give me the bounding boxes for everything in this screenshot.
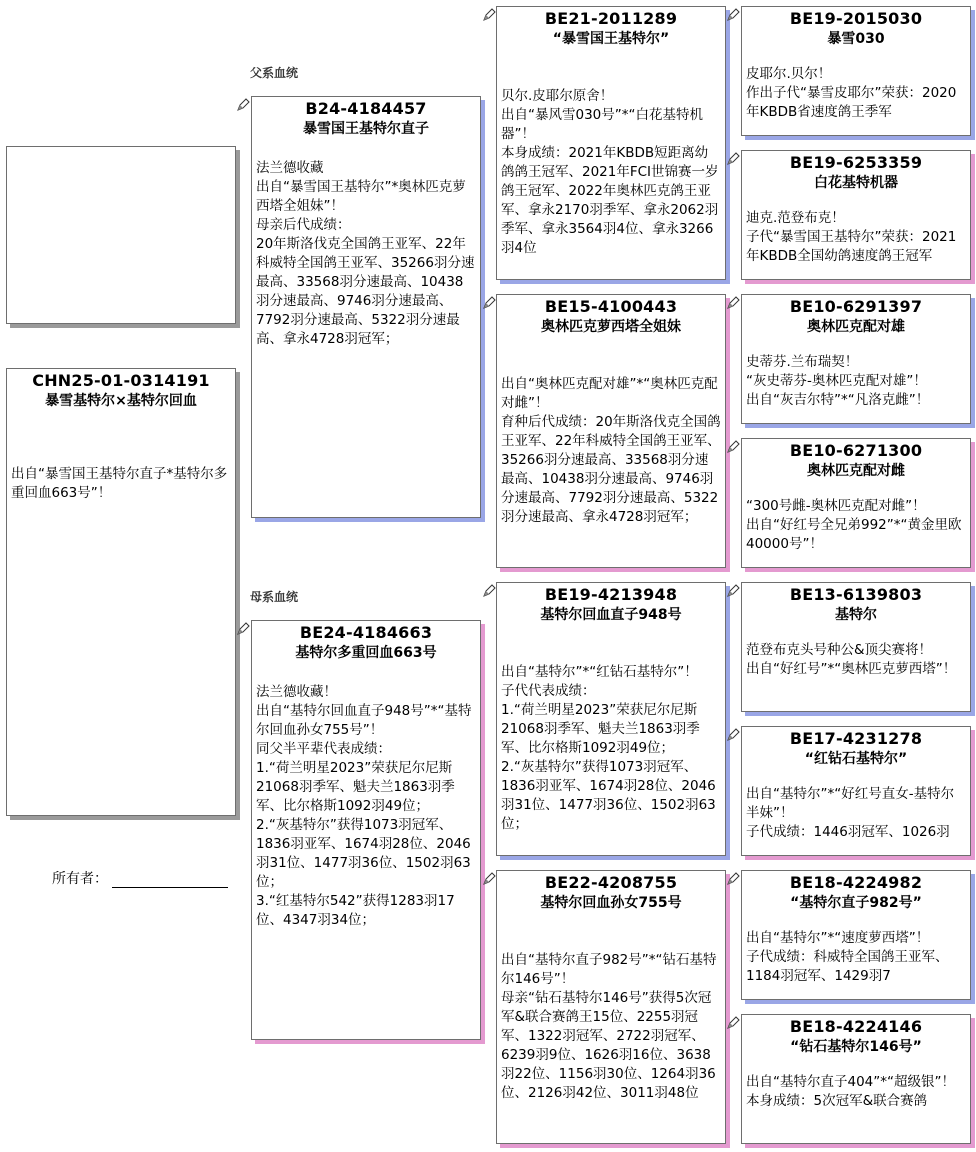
sire-dam-card — [496, 294, 726, 568]
sire-dam-sire-ring-number: BE10-6291397 — [789, 297, 923, 316]
sire-dam-name: 奥林匹克萝西塔全姐妹 — [541, 319, 681, 335]
dam-sire-sire-name: 基特尔 — [835, 607, 877, 623]
sire-sire-card — [496, 6, 726, 280]
sire-dam-sire-description: 史蒂芬.兰布瑞契！ “灰史蒂芬-奥林匹克配对雄”！ 出自“灰吉尔特”*“凡洛克雌”！ — [746, 354, 930, 408]
dam-line-label: 母系血统 — [250, 590, 299, 604]
pencil-icon[interactable] — [726, 728, 740, 742]
sire-sire-dam-name: 白花基特机器 — [814, 175, 898, 191]
dam-dam-dam-description: 出自“基特尔直子404”*“超级银”！ 本身成绩：5次冠军&联合赛鸽 — [746, 1074, 955, 1109]
dam-dam-name: 基特尔回血孙女755号 — [540, 895, 682, 911]
pencil-icon[interactable] — [482, 296, 496, 310]
dam-dam-sire-card — [741, 870, 971, 1000]
sire-dam-sire-name: 奥林匹克配对雄 — [807, 319, 905, 335]
dam-sire-description: 出自“基特尔”*“红钻石基特尔”！ 子代代表成绩： 1.“荷兰明星2023”荣获尼尔尼斯21068羽季军、魁夫兰1863羽季军、比尔格斯1092羽49位； 2.“灰基特尔”获得1073羽冠军、1836羽亚军、1674羽28位、2046羽31位、1477羽36位、1502羽63位； — [501, 664, 716, 832]
pencil-icon[interactable] — [726, 1016, 740, 1030]
dam-sire-dam-description: 出自“基特尔”*“好红号直女-基特尔半妹”！ 子代成绩：1446羽冠军、1026羽 — [746, 786, 955, 840]
dam-dam-description: 出自“基特尔直子982号”*“钻石基特尔146号”！ 母亲“钻石基特尔146号”获得5次冠军&联合赛鸽王15位、2255羽冠军、1322羽冠军、2722羽冠军、6239羽9位、1626羽16位、3638羽22位、1156羽30位、1264羽36位、2126羽42位、3011羽48位 — [501, 952, 717, 1101]
pencil-icon[interactable] — [482, 8, 496, 22]
owner-label: 所有者： — [52, 871, 108, 887]
pencil-icon[interactable] — [726, 296, 740, 310]
pencil-icon[interactable] — [726, 152, 740, 166]
pencil-icon[interactable] — [482, 872, 496, 886]
dam-dam-dam-name: “钻石基特尔146号” — [790, 1039, 922, 1055]
pencil-icon[interactable] — [236, 98, 250, 112]
pencil-icon[interactable] — [482, 584, 496, 598]
sire-dam-dam-ring-number: BE10-6271300 — [789, 441, 923, 460]
sire-dam-dam-name: 奥林匹克配对雌 — [807, 463, 905, 479]
dam-sire-dam-card — [741, 726, 971, 856]
dam-card — [251, 620, 481, 1040]
dam-sire-dam-ring-number: BE17-4231278 — [789, 729, 923, 748]
sire-line-label: 父系血统 — [250, 66, 299, 80]
dam-dam-card — [496, 870, 726, 1144]
dam-dam-sire-ring-number: BE18-4224982 — [789, 873, 923, 892]
dam-sire-ring-number: BE19-4213948 — [544, 585, 678, 604]
dam-sire-card — [496, 582, 726, 856]
sire-sire-ring-number: BE21-2011289 — [544, 9, 678, 28]
dam-ring-number: BE24-4184663 — [299, 623, 433, 642]
sire-ring-number: B24-4184457 — [305, 99, 427, 118]
sire-dam-sire-card — [741, 294, 971, 424]
subject-card — [6, 368, 236, 816]
photo-box — [6, 146, 236, 324]
owner-field — [52, 868, 228, 888]
sire-sire-sire-card — [741, 6, 971, 136]
sire-dam-dam-card — [741, 438, 971, 568]
dam-dam-ring-number: BE22-4208755 — [544, 873, 678, 892]
sire-description: 法兰德收藏 出自“暴雪国王基特尔”*奥林匹克萝西塔全姐妹”！ 母亲后代成绩： 20年斯洛伐克全国鸽王亚军、22年科威特全国鸽王亚军、35266羽分速最高、33568羽分速最高、10438羽分速最高、9746羽分速最高、7792羽分速最高、5322羽分速最高、拿永4728羽冠军； — [256, 160, 475, 347]
sire-card — [251, 96, 481, 518]
sire-name: 暴雪国王基特尔直子 — [303, 121, 429, 137]
dam-sire-sire-description: 范登布克头号种公&顶尖赛将！ 出自“好红号”*“奥林匹克萝西塔”！ — [746, 642, 957, 677]
pencil-icon[interactable] — [726, 584, 740, 598]
pencil-icon[interactable] — [236, 622, 250, 636]
sire-dam-dam-description: “300号雌-奥林匹克配对雌”！ 出自“好红号全兄弟992”*“黄金里欧40000号”！ — [746, 498, 962, 552]
dam-sire-sire-card — [741, 582, 971, 712]
sire-sire-sire-name: 暴雪030 — [827, 31, 885, 47]
subject-ring-number: CHN25-01-0314191 — [32, 371, 210, 390]
pencil-icon[interactable] — [726, 440, 740, 454]
dam-dam-sire-description: 出自“基特尔”*“速度萝西塔”！ 子代成绩：科威特全国鸽王亚军、1184羽冠军、1429羽7 — [746, 930, 949, 984]
pencil-icon[interactable] — [726, 8, 740, 22]
pencil-icon[interactable] — [726, 872, 740, 886]
sire-sire-sire-ring-number: BE19-2015030 — [789, 9, 923, 28]
dam-dam-dam-card — [741, 1014, 971, 1144]
sire-sire-sire-description: 皮耶尔.贝尔！ 作出子代“暴雪皮耶尔”荣获：2020年KBDB省速度鸽王季军 — [746, 66, 957, 120]
sire-sire-name: “暴雪国王基特尔” — [552, 31, 670, 47]
sire-dam-description: 出自“奥林匹克配对雄”*“奥林匹克配对雌”！ 育种后代成绩：20年斯洛伐克全国鸽王亚军、22年科威特全国鸽王亚军、35266羽分速最高、33568羽分速最高、10438羽分速最高、9746羽分速最高、7792羽分速最高、5322羽分速最高、拿永4728羽冠军； — [501, 376, 721, 525]
subject-name: 暴雪基特尔×基特尔回血 — [45, 393, 197, 409]
sire-sire-dam-ring-number: BE19-6253359 — [789, 153, 923, 172]
subject-description: 出自“暴雪国王基特尔直子*基特尔多重回血663号”！ — [11, 466, 228, 501]
dam-dam-sire-name: “基特尔直子982号” — [790, 895, 922, 911]
dam-name: 基特尔多重回血663号 — [295, 645, 437, 661]
sire-sire-description: 贝尔.皮耶尔原舍！ 出自“暴风雪030号”*“白花基特机器”！ 本身成绩：2021年KBDB短距离幼鸽鸽王冠军、2021年FCI世锦赛一岁鸽王冠军、2022年奥林匹克鸽王亚军、拿永2170羽季军、拿永2062羽季军、拿永3564羽4位、拿永3266羽4位 — [501, 88, 719, 256]
dam-description: 法兰德收藏！ 出自“基特尔回血直子948号”*“基特尔回血孙女755号”！ 同父半平辈代表成绩： 1.“荷兰明星2023”荣获尼尔尼斯21068羽季军、魁夫兰1863羽季军、比尔格斯1092羽49位； 2.“灰基特尔”获得1073羽冠军、1836羽亚军、1674羽28位、2046羽31位、1477羽36位、1502羽63位； 3.“红基特尔542”获得1283羽17位、4347羽34位； — [256, 684, 472, 928]
owner-blank-line[interactable] — [112, 873, 228, 888]
dam-sire-dam-name: “红钻石基特尔” — [804, 751, 908, 767]
dam-sire-sire-ring-number: BE13-6139803 — [789, 585, 923, 604]
dam-sire-name: 基特尔回血直子948号 — [540, 607, 682, 623]
sire-sire-dam-card — [741, 150, 971, 280]
sire-dam-ring-number: BE15-4100443 — [544, 297, 678, 316]
dam-dam-dam-ring-number: BE18-4224146 — [789, 1017, 923, 1036]
sire-sire-dam-description: 迪克.范登布克！ 子代“暴雪国王基特尔”荣获：2021年KBDB全国幼鸽速度鸽王冠军 — [746, 210, 957, 264]
